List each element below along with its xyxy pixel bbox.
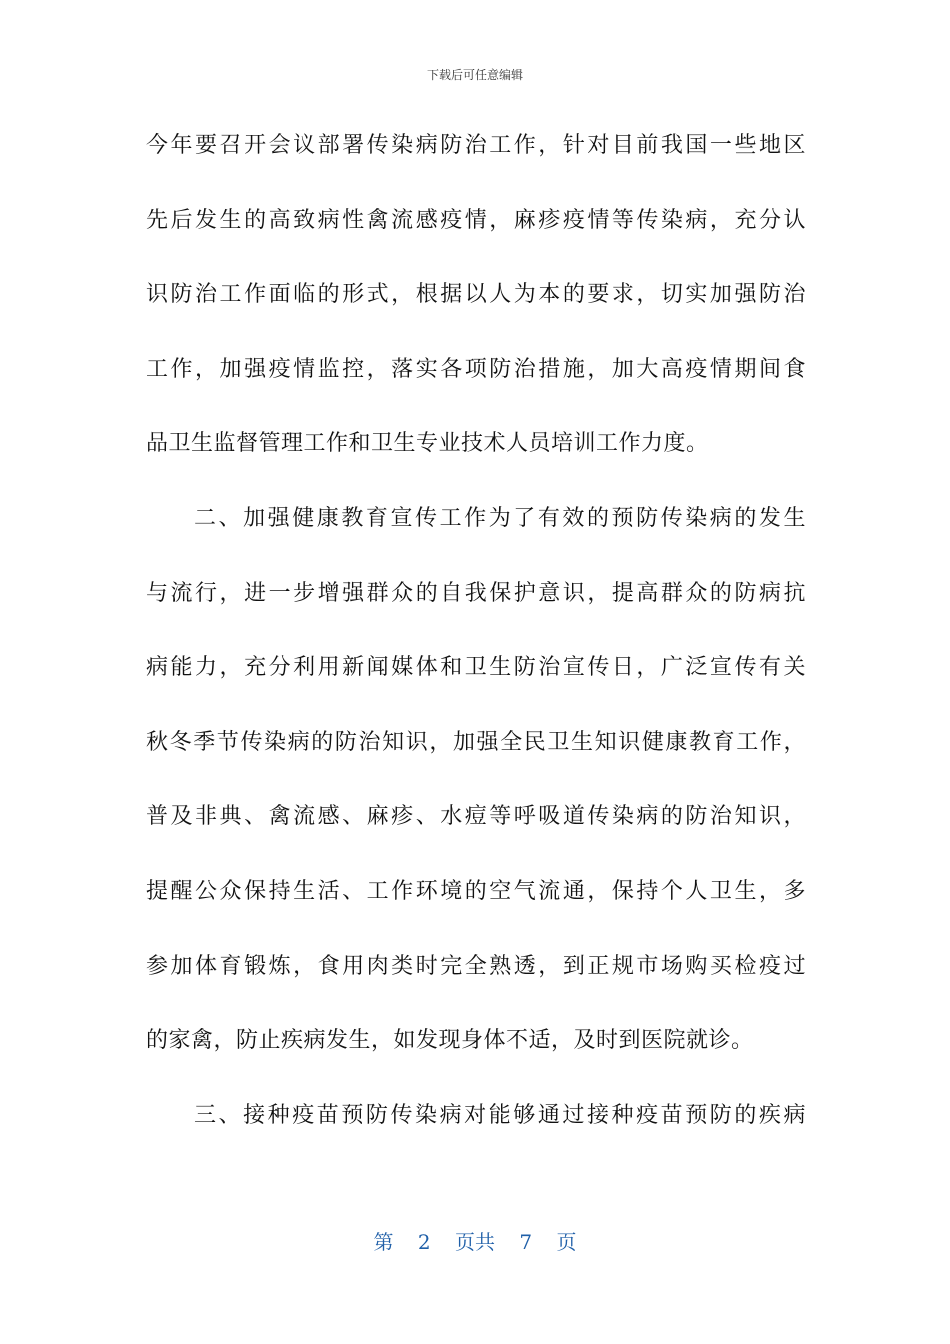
text-line: 先后发生的高致病性禽流感疫情，麻疹疫情等传染病，充分认 [146,207,806,233]
total-page-number: 7 [519,1230,533,1254]
text-line: 今年要召开会议部署传染病防治工作，针对目前我国一些地区 [146,133,806,158]
section-heading-line: 三、接种疫苗预防传染病对能够通过接种疫苗预防的疾病 [194,1102,806,1128]
text-line: 识防治工作面临的形式，根据以人为本的要求，切实加强防治 [146,282,806,308]
footer-prefix: 第 [373,1230,394,1254]
page-number-footer [0,1226,950,1255]
section-heading-line: 二、加强健康教育宣传工作为了有效的预防传染病的发生 [194,505,806,531]
text-line: 参加体育锻炼，食用肉类时完全熟透，到正规市场购买检疫过 [146,953,806,979]
text-line: 品卫生监督管理工作和卫生专业技术人员培训工作力度。 [146,431,709,457]
footer-suffix: 页 [556,1230,577,1254]
text-line: 与流行，进一步增强群众的自我保护意识，提高群众的防病抗 [146,580,806,606]
text-line: 提醒公众保持生活、工作环境的空气流通，保持个人卫生，多 [146,878,806,904]
page-header-note: 下载后可任意编辑 [426,68,523,82]
text-line: 的家禽，防止疾病发生，如发现身体不适，及时到医院就诊。 [146,1028,754,1054]
text-line: 工作，加强疫情监控，落实各项防治措施，加大高疫情期间食 [146,356,806,382]
footer-middle: 页共 [455,1230,495,1254]
document-body [146,126,806,1170]
text-line: 秋冬季节传染病的防治知识，加强全民卫生知识健康教育工作， [146,729,806,755]
text-line: 普及非典、禽流感、麻疹、水痘等呼吸道传染病的防治知识， [146,804,806,830]
current-page-number: 2 [417,1230,431,1254]
text-line: 病能力，充分利用新闻媒体和卫生防治宣传日，广泛宣传有关 [146,655,806,681]
